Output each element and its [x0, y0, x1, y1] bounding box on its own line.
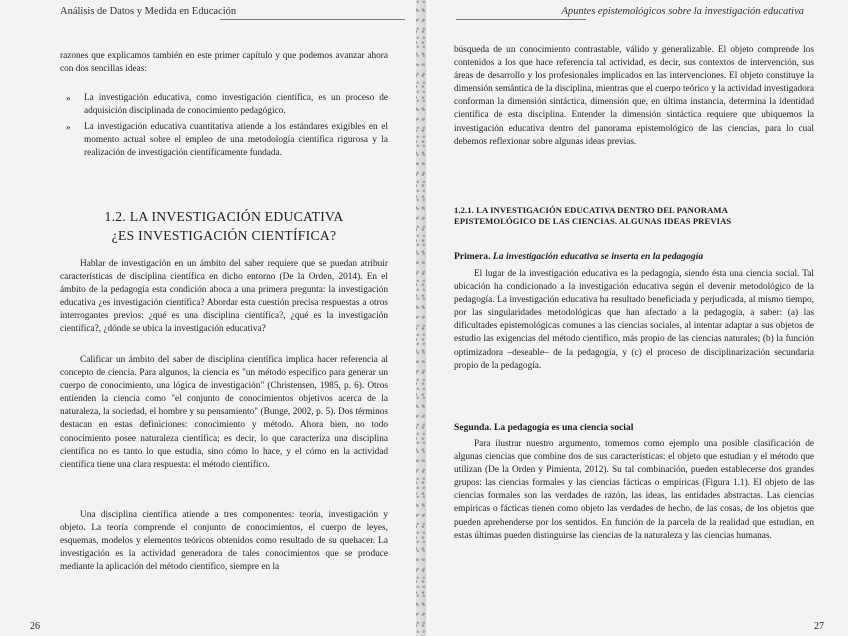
left-page-number: 26 [30, 621, 40, 632]
left-body-block-2 [60, 354, 388, 472]
right-running-head: Apuntes epistemológicos sobre la investigación educativa [561, 6, 804, 17]
bullet-text: La investigación educativa cuantitativa atiende a los estándares exigibles en el momento actual sobre el empleo de una metodología científica rigurosa y la realización de investigación científicamente fundada. [84, 122, 388, 159]
left-bullet-list [60, 92, 388, 160]
body-paragraph: El lugar de la investigación educativa es la pedagogía, siendo ésta una ciencia social. Tal ubicación ha condicionado a la investigación educativa según el devenir metodológico de la pedagogía. La investigación educativa ha resultado beneficiada y perjudicada, al mismo tiempo, por las singularidades metodológicas que han afectado a la pedagogía, a saber: (a) las dificultades epistemológicas comunes a las ciencias sociales, al intentar adaptar a sus objetos de estudio las exigencias del método científico, más propio de las ciencias naturales; (b) la función optimizadora –deseable– de la pedagogía, y (c) el proceso de disciplinarización secundaria propio de la pedagogía. [454, 269, 814, 371]
body-paragraph: búsqueda de un conocimiento contrastable, válido y generalizable. El objeto comprende los contenidos a los que hace referencia tal actividad, es decir, sus contextos de intervención, sus áreas de desarrollo y los profesionales implicados en las intervenciones. El objeto constituye la dimensión semántica de la disciplina, mientras que el cuerpo teórico y la actividad investigadora conforman la dimensión sintáctica, dimensión que, en última instancia, determina la identidad científica de esta disciplina. Entender la dimensión sintáctica requiere que ubiquemos la investigación educativa dentro del panorama epistemológico de las ciencias, para lo cual debemos reflexionar sobre algunas ideas previas. [454, 45, 814, 147]
right-page-number: 27 [814, 621, 824, 632]
section-title-line-1: 1.2. LA INVESTIGACIÓN EDUCATIVA [104, 209, 344, 224]
section-title [60, 207, 388, 245]
second-idea-heading: Segunda. La pedagogía es una ciencia social [454, 422, 634, 433]
body-paragraph: Para ilustrar nuestro argumento, tomemos como ejemplo una posible clasificación de algunas ciencias que combine dos de sus características: el objeto que estudian y el método que utilizan (De la Orden y Pimienta, 2012). Su tal combinación, pueden establecerse dos grandes grupos: las ciencias formales y las ciencias fácticas o empíricas (Figura 1.1). El objeto de las ciencias formales son las verdades de razón, las ideas, las entidades abstractas. Las ciencias empíricas o fácticas tienen como objeto las verdades de hecho, de las cosas, de los objetos que pueden aprehenderse por los sentidos. En función de la parcela de la realidad que estudian, en estas últimas pueden distinguirse las ciencias de la naturaleza y las ciencias humanas. [454, 439, 814, 541]
body-paragraph: Hablar de investigación en un ámbito del saber requiere que se puedan atribuir características de disciplina científica en dicho entorno (De la Orden, 2014). En el ámbito de la pedagogía esta condición aboca a una primera pregunta: la investigación educativa ¿es investigación científica? Abordar esta cuestión precisa respuestas a otros interrogantes previos: ¿qué es una disciplina científica?, ¿qué es la investigación científica?, ¿dónde se ubica la investigación educativa? [60, 259, 388, 335]
left-bullet-list-block [60, 92, 388, 163]
subsection-heading-line-1: 1.2.1. LA INVESTIGACIÓN EDUCATIVA DENTRO DEL PANORAMA [454, 205, 728, 215]
left-header-rule [220, 19, 405, 20]
bullet-mark: » [66, 122, 71, 133]
list-item [60, 121, 388, 160]
subsection-heading [454, 205, 814, 227]
right-first-idea-block [454, 268, 814, 373]
subsection-heading-line-2: EPISTEMOLÓGICO DE LAS CIENCIAS. ALGUNAS IDEAS PREVIAS [454, 216, 732, 226]
bullet-mark: » [66, 93, 71, 103]
first-idea-lead: Primera. [454, 251, 491, 262]
first-idea-heading [454, 250, 814, 263]
list-item [60, 92, 388, 118]
bullet-text: La investigación educativa, como investigación científica, es un proceso de adquisición disciplinada de conocimiento pedagógico. [84, 93, 388, 117]
right-second-idea-block [454, 438, 814, 543]
right-opening-block [454, 44, 814, 149]
section-title-line-2: ¿ES INVESTIGACIÓN CIENTÍFICA? [111, 228, 337, 243]
body-paragraph: Una disciplina científica atiende a tres componentes: teoría, investigación y objeto. La teoría comprende el conjunto de conocimientos, el cuerpo de leyes, esquemas, modelos y elementos teóricos obtenidos como resultado de su quehacer. La investigación es la actividad generadora de tales conocimientos que se produce mediante la aplicación del método científico, siempre en la [60, 510, 388, 573]
right-header-rule [456, 19, 586, 20]
first-idea-title: La investigación educativa se inserta en la pedagogía [492, 251, 704, 262]
left-intro-paragraph: razones que explicamos también en este primer capítulo y que podemos avanzar ahora con dos sencillas ideas: [60, 51, 388, 75]
right-page [426, 0, 848, 636]
left-body-block-3 [60, 509, 388, 574]
left-intro-block [60, 50, 388, 76]
body-paragraph: Calificar un ámbito del saber de disciplina científica implica hacer referencia al concepto de ciencia. Para algunos, la ciencia es "un método específico para generar un cuerpo de conocimiento, una lógica de investigación" (Christensen, 1985, p. 6). Otros entienden la ciencia como "el conjunto de conocimientos objetivos acerca de la naturaleza, la sociedad, el hombre y su pensamiento" (Bunge, 2002, p. 5). Dos términos destacan en estas definiciones: conocimiento y método. Ahora bien, no todo conocimiento posee naturaleza científica; es decir, lo que caracteriza una disciplina científica no es tanto lo que estudia, sino cómo lo hace, y el cómo en la actividad científica tiene una clara respuesta: el método científico. [60, 355, 388, 470]
left-body-block-1 [60, 258, 388, 337]
left-running-head: Análisis de Datos y Medida en Educación [60, 6, 237, 17]
